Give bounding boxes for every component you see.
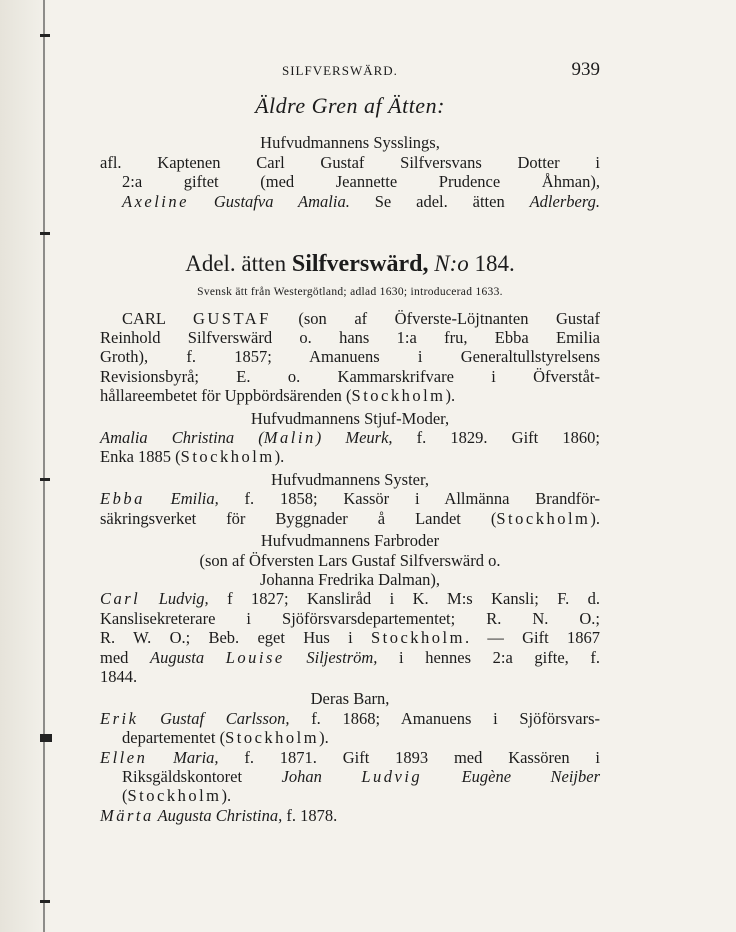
- name: ) Meurk,: [315, 428, 393, 448]
- text: i hennes 2:a gifte, f.: [377, 647, 600, 667]
- name: Ellen: [100, 747, 148, 767]
- text-line: Johanna Fredrika Dalman),: [259, 569, 441, 589]
- text-line: [100, 648, 600, 667]
- text: departementet (: [122, 728, 226, 748]
- text-line: [100, 628, 600, 647]
- gutter-rule: [43, 0, 45, 932]
- text-line: [100, 386, 600, 405]
- text-line: [100, 728, 600, 747]
- text-line: [100, 786, 600, 805]
- number-label: N:o: [434, 251, 469, 277]
- text-line: Groth), f. 1857; Amanuens i Generaltullstyrelsens: [100, 347, 600, 367]
- text: (son af Öfverste-Löjtnanten Gustaf: [270, 308, 600, 328]
- name: Siljeström,: [284, 647, 378, 667]
- subheading: Hufvudmannens Sysslings,: [260, 133, 440, 152]
- family-origin: Svensk ätt från Westergötland; adlad 1630; introducerad 1633.: [197, 286, 503, 299]
- text: f. 1829. Gift 1860;: [392, 428, 600, 448]
- text-line: Revisionsbyrå; E. o. Kammarskrifvare i Öfverståt-: [100, 366, 600, 386]
- text-line: 2:a giftet (med Jeannette Prudence Åhman),: [122, 172, 600, 192]
- name: GUSTAF: [192, 308, 271, 328]
- name: Erik: [100, 708, 139, 728]
- text-line: (son af Öfversten Lars Gustaf Silfverswärd o.: [199, 550, 501, 570]
- text-line: [100, 192, 600, 211]
- name: Augusta: [150, 647, 205, 667]
- text: säkringsverket för Byggnader å Landet (: [100, 508, 497, 528]
- text: f. 1878.: [282, 805, 338, 825]
- document-page: [100, 60, 600, 825]
- text-line: Kanslisekreterare i Sjöförsvarsdepartementet; R. N. O.;: [100, 608, 600, 628]
- text-line: 1844.: [100, 666, 138, 686]
- name: Ludvig,: [140, 589, 209, 609]
- text: (: [122, 786, 128, 806]
- name: Augusta Christina,: [153, 805, 283, 825]
- text-line: [100, 509, 600, 528]
- text-line: Reinhold Silfverswärd o. hans 1:a fru, Ebba Emilia: [100, 328, 600, 348]
- text-line: [100, 806, 600, 825]
- name: Ebba: [100, 489, 145, 509]
- running-title: SILFVERSWÄRD.: [282, 63, 398, 78]
- text-line: afl. Kaptenen Carl Gustaf Silfversvans Dotter i: [100, 153, 600, 172]
- text-line: [100, 589, 600, 608]
- text: f. 1868; Amanuens i Sjöförsvars-: [289, 708, 600, 728]
- text: med: [100, 647, 151, 667]
- text-line: [100, 309, 600, 328]
- text-line: [100, 447, 600, 466]
- text: ).: [319, 728, 329, 748]
- family-heading: [100, 249, 600, 279]
- city: Stockholm: [496, 508, 591, 528]
- gutter-mark: [40, 734, 52, 742]
- name: Louise: [225, 647, 285, 667]
- text: Se adel. ätten: [349, 191, 530, 211]
- gutter-mark: [40, 232, 50, 235]
- section-heading-older-branch: Äldre Gren af Ätten:: [255, 93, 445, 118]
- name: Johan: [281, 766, 322, 786]
- city: Stockholm: [180, 447, 275, 467]
- name: Axeline: [122, 191, 189, 211]
- text-line: [100, 748, 600, 767]
- text-line: [100, 767, 600, 786]
- page-number: 939: [571, 59, 600, 80]
- name: Eugène Neijber: [422, 766, 601, 786]
- text-line: [100, 709, 600, 728]
- page-header: [100, 60, 600, 84]
- name: Ludvig: [361, 766, 423, 786]
- gutter-mark: [40, 34, 50, 37]
- reference: Adlerberg.: [529, 191, 601, 211]
- family-name: Silfverswärd,: [291, 251, 429, 278]
- name: Emilia,: [144, 489, 219, 509]
- subheading: Hufvudmannens Stjuf-Moder,: [250, 408, 450, 428]
- text: ).: [221, 786, 232, 806]
- subheading: Hufvudmannens Farbroder: [260, 531, 440, 551]
- text: Enka 1885 (: [100, 447, 181, 467]
- city: Stockholm: [370, 628, 465, 648]
- text: ).: [590, 508, 600, 528]
- gutter-mark: [40, 900, 50, 903]
- text-line: [100, 489, 600, 508]
- city: Stockholm: [127, 786, 222, 806]
- name: Carl: [100, 589, 141, 609]
- text: ).: [445, 386, 456, 406]
- name: Amalia Christina (: [100, 428, 264, 448]
- name: Gustafva Amalia.: [213, 191, 350, 211]
- name: Märta: [100, 805, 154, 825]
- family-number: 184.: [468, 251, 515, 277]
- subheading: Hufvudmannens Syster,: [271, 469, 429, 489]
- text: f. 1871. Gift 1893 med Kassören i: [218, 747, 601, 767]
- text: f. 1858; Kassör i Allmänna Brandför-: [218, 489, 601, 509]
- heading-text: Adel. ätten: [185, 251, 292, 277]
- city: Stockholm: [225, 728, 320, 748]
- text-line: [100, 428, 600, 447]
- text: Riksgäldskontoret: [122, 766, 282, 786]
- name: Malin: [263, 428, 316, 448]
- name: Gustaf Carlsson,: [138, 708, 290, 728]
- text: ).: [274, 447, 285, 467]
- name: Maria,: [147, 747, 219, 767]
- text: . — Gift 1867: [464, 628, 600, 648]
- name: CARL: [122, 308, 166, 328]
- gutter-mark: [40, 478, 50, 481]
- book-gutter: [0, 0, 52, 932]
- subheading: Deras Barn,: [310, 689, 390, 709]
- text: R. W. O.; Beb. eget Hus i: [100, 628, 371, 648]
- city: Stockholm: [351, 386, 446, 406]
- text: f 1827; Kanslіråd i K. M:s Kansli; F. d.: [208, 589, 600, 609]
- text: hållareembetet för Uppbördsärenden (: [100, 386, 352, 406]
